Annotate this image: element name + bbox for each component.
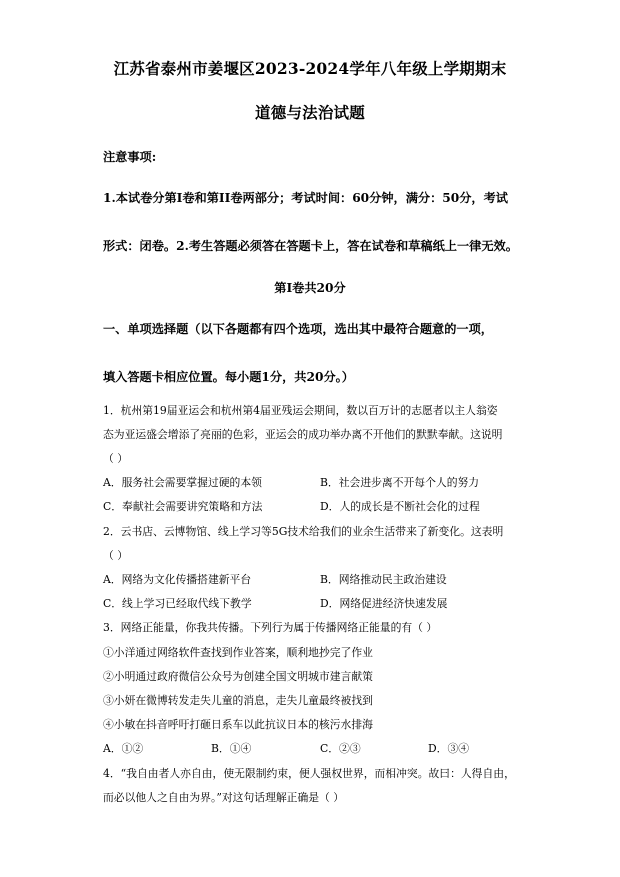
question-2-answer-bracket: （ ） xyxy=(103,549,129,562)
question-2-option-d: D．网络促进经济快速发展 xyxy=(320,597,448,610)
question-1-option-d: D．人的成长是不断社会化的过程 xyxy=(320,500,480,513)
question-3-option-c: C．②③ xyxy=(320,742,361,755)
question-1-line-1: 1．杭州第19届亚运会和杭州第4届亚残运会期间，数以百万计的志愿者以主人翁姿 xyxy=(103,404,498,417)
part-heading: 第I卷共20分 xyxy=(274,281,346,295)
notice-heading: 注意事项: xyxy=(103,150,157,164)
exam-title-line1: 江苏省泰州市姜堰区2023-2024学年八年级上学期期末 xyxy=(113,59,507,78)
question-3-item-3: ③小妍在微博转发走失儿童的消息，走失儿童最终被找到 xyxy=(103,694,373,707)
notice-line-1: 1.本试卷分第I卷和第II卷两部分；考试时间：60分钟，满分：50分，考试 xyxy=(103,191,508,205)
question-1-option-c: C．奉献社会需要讲究策略和方法 xyxy=(103,500,263,513)
question-1-option-b: B．社会进步离不开每个人的努力 xyxy=(320,476,480,489)
question-1-option-a: A．服务社会需要掌握过硬的本领 xyxy=(103,476,262,489)
section-heading-line-1: 一、单项选择题（以下各题都有四个选项，选出其中最符合题意的一项， xyxy=(103,322,493,336)
question-3-item-4: ④小敏在抖音呼吁打砸日系车以此抗议日本的核污水排海 xyxy=(103,718,373,731)
question-3-item-2: ②小明通过政府微信公众号为创建全国文明城市建言献策 xyxy=(103,670,373,683)
question-1-line-2: 态为亚运盛会增添了亮丽的色彩，亚运会的成功举办离不开他们的默默奉献。这说明 xyxy=(103,428,503,441)
question-3-option-b: B．①④ xyxy=(211,742,252,755)
question-1-answer-bracket: （ ） xyxy=(103,452,129,465)
question-3-option-d: D．③④ xyxy=(428,742,470,755)
question-2-option-b: B．网络推动民主政治建设 xyxy=(320,573,447,586)
exam-title-line2: 道德与法治试题 xyxy=(255,103,365,122)
question-2-line-1: 2．云书店、云博物馆、线上学习等5G技术给我们的业余生活带来了新变化。这表明 xyxy=(103,525,504,538)
notice-line-2: 形式：闭卷。2.考生答题必须答在答题卡上，答在试卷和草稿纸上一律无效。 xyxy=(103,239,518,253)
question-2-option-c: C．线上学习已经取代线下教学 xyxy=(103,597,252,610)
question-3-option-a: A．①② xyxy=(103,742,144,755)
question-2-option-a: A．网络为文化传播搭建新平台 xyxy=(103,573,252,586)
question-3-line-1: 3．网络正能量，你我共传播。下列行为属于传播网络正能量的有（ ） xyxy=(103,621,438,634)
section-heading-line-2: 填入答题卡相应位置。每小题1分，共20分。） xyxy=(103,370,354,384)
question-4-line-1: 4．“我自由者人亦自由，使无限制约束，便人强权世界，而相冲突。故曰：人得自由， xyxy=(103,767,515,780)
question-3-item-1: ①小洋通过网络软件查找到作业答案，顺利地抄完了作业 xyxy=(103,646,373,659)
question-4-line-2: 而必以他人之自由为界。”对这句话理解正确是（ ） xyxy=(103,791,345,804)
